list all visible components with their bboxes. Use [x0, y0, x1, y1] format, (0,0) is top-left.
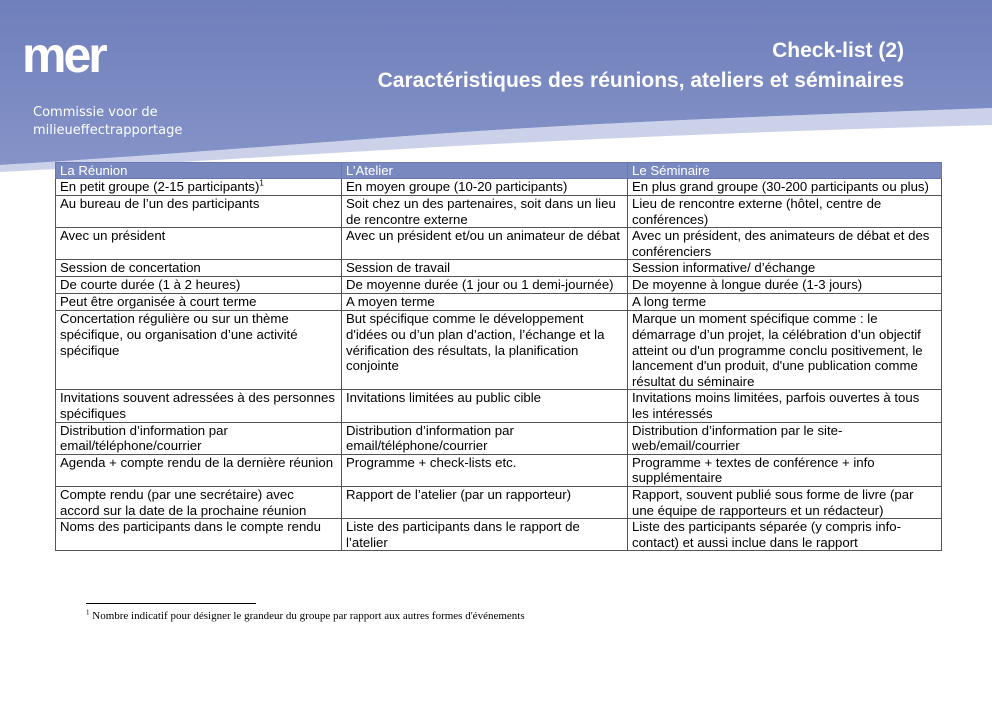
table-cell: Avec un président et/ou un animateur de débat [342, 228, 628, 260]
column-header-seminaire: Le Séminaire [628, 163, 942, 179]
table-cell: Rapport, souvent publié sous forme de livre (par une équipe de rapporteurs et un rédacteur) [628, 486, 942, 518]
table-row [56, 311, 942, 390]
table-cell: De moyenne à longue durée (1-3 jours) [628, 277, 942, 294]
table-cell: Distribution d’information par le site-web/email/courrier [628, 422, 942, 454]
title-line-2: Caractéristiques des réunions, ateliers et séminaires [377, 69, 904, 92]
table-cell: Programme + textes de conférence + info supplémentaire [628, 454, 942, 486]
table-row [56, 179, 942, 196]
table-cell: Peut être organisée à court terme [56, 294, 342, 311]
table-row [56, 196, 942, 228]
checklist-table [55, 162, 942, 551]
table-cell: Liste des participants dans le rapport de l’atelier [342, 519, 628, 551]
title-line-1: Check-list (2) [772, 39, 904, 62]
table-cell: Lieu de rencontre externe (hôtel, centre de conférences) [628, 196, 942, 228]
table-cell: Marque un moment spécifique comme : le démarrage d’un projet, la célébration d’un objectif atteint ou d'un programme conclu positivement, le lancement d'un produit, d'une publication comme résultat du séminaire [628, 311, 942, 390]
table-row [56, 422, 942, 454]
table-header-row [56, 163, 942, 179]
table-cell: Compte rendu (par une secrétaire) avec accord sur la date de la prochaine réunion [56, 486, 342, 518]
table-cell: Concertation régulière ou sur un thème spécifique, ou organisation d’une activité spécifique [56, 311, 342, 390]
table-cell: Session de travail [342, 260, 628, 277]
table-cell: Soit chez un des partenaires, soit dans un lieu de rencontre externe [342, 196, 628, 228]
table-cell: De courte durée (1 à 2 heures) [56, 277, 342, 294]
table-cell: But spécifique comme le développement d'idées ou d’un plan d’action, l’échange et la vérification des résultats, la planification conjointe [342, 311, 628, 390]
footnote-ref: 1 [259, 178, 264, 188]
table-cell: En moyen groupe (10-20 participants) [342, 179, 628, 196]
table-cell: Session de concertation [56, 260, 342, 277]
column-header-atelier: L’Atelier [342, 163, 628, 179]
footnote [86, 610, 525, 622]
table-cell: Distribution d’information par email/téléphone/courrier [342, 422, 628, 454]
table-cell: Programme + check-lists etc. [342, 454, 628, 486]
table-row [56, 260, 942, 277]
table-row [56, 228, 942, 260]
table-cell: Au bureau de l’un des participants [56, 196, 342, 228]
logo: mer [22, 27, 105, 83]
table-cell: A moyen terme [342, 294, 628, 311]
table-row [56, 486, 942, 518]
table-cell: Liste des participants séparée (y compris info-contact) et aussi inclue dans le rapport [628, 519, 942, 551]
table-row [56, 277, 942, 294]
column-header-reunion: La Réunion [56, 163, 342, 179]
table-cell: Avec un président [56, 228, 342, 260]
table-cell: En petit groupe (2-15 participants)$^1$ [56, 179, 342, 196]
table-row [56, 390, 942, 422]
footnote-text: Nombre indicatif pour désigner le grandeur du groupe par rapport aux autres formes d'événements [92, 610, 525, 622]
table-row [56, 519, 942, 551]
page-title [378, 38, 904, 98]
footnote-marker: 1 [86, 608, 90, 617]
table-cell: Invitations limitées au public cible [342, 390, 628, 422]
logo-subtitle: Commissie voor de milieueffectrapportage [33, 105, 183, 138]
table-cell: Noms des participants dans le compte rendu [56, 519, 342, 551]
table-cell: A long terme [628, 294, 942, 311]
table-row [56, 454, 942, 486]
table-row [56, 294, 942, 311]
footnote-divider [86, 603, 256, 604]
table-cell: Rapport de l’atelier (par un rapporteur) [342, 486, 628, 518]
table-cell: Agenda + compte rendu de la dernière réunion [56, 454, 342, 486]
table-cell: Invitations moins limitées, parfois ouvertes à tous les intéressés [628, 390, 942, 422]
table-cell: De moyenne durée (1 jour ou 1 demi-journée) [342, 277, 628, 294]
table-cell: Avec un président, des animateurs de débat et des conférenciers [628, 228, 942, 260]
table-cell: En plus grand groupe (30-200 participants ou plus) [628, 179, 942, 196]
table-cell: Session informative/ d’échange [628, 260, 942, 277]
table-cell: Invitations souvent adressées à des personnes spécifiques [56, 390, 342, 422]
table-cell: Distribution d’information par email/téléphone/courrier [56, 422, 342, 454]
